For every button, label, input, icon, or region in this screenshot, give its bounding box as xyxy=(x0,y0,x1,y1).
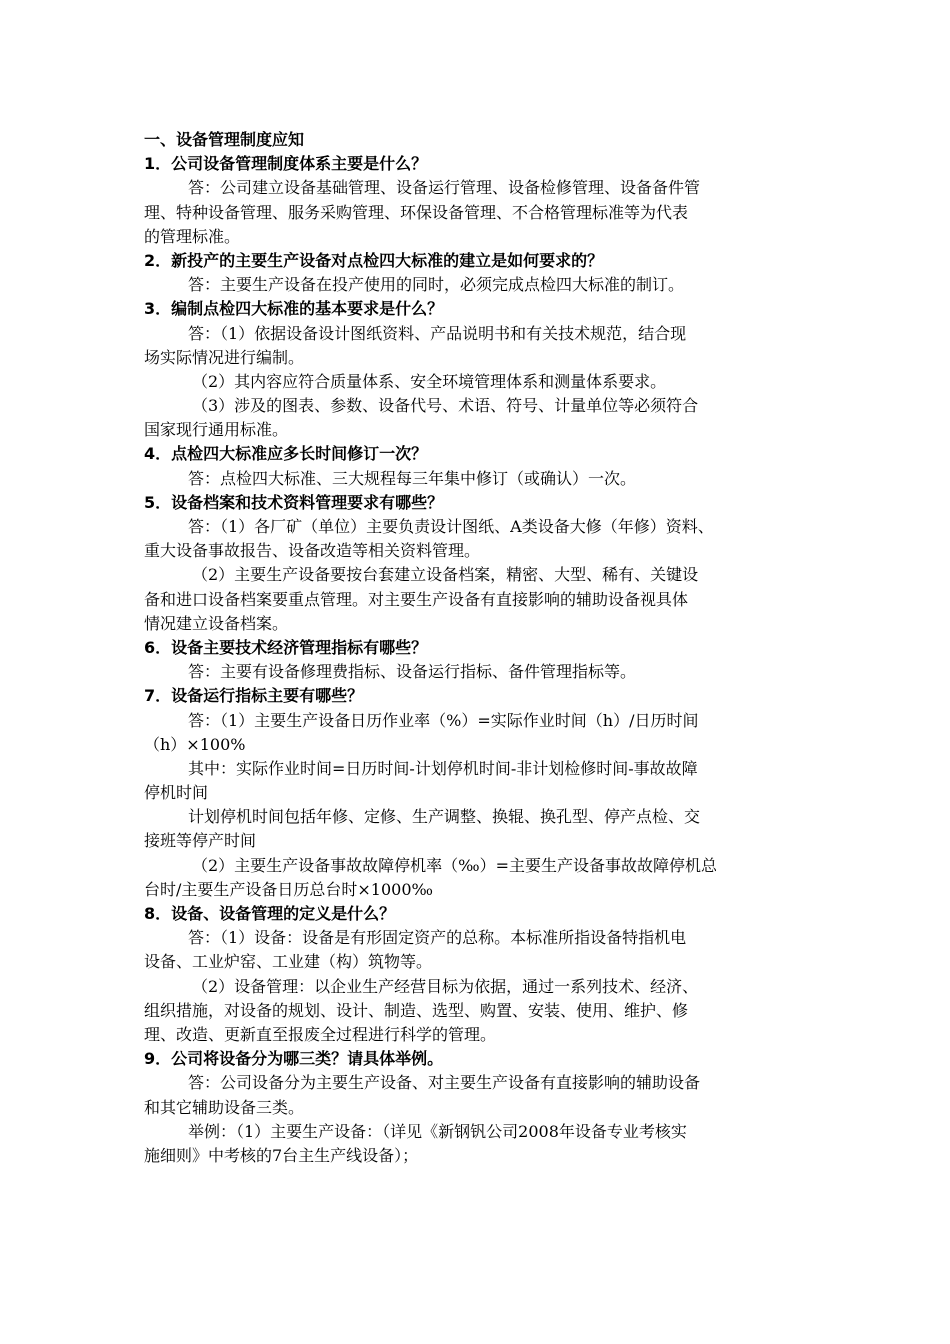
answer-line: （2）其内容应符合质量体系、安全环境管理体系和测量体系要求。 xyxy=(192,371,667,391)
answer-line: 理、改造、更新直至报废全过程进行科学的管理。 xyxy=(144,1024,497,1044)
answer-line: 情况建立设备档案。 xyxy=(144,613,289,633)
answer-line: 施细则》中考核的7台主生产线设备）； xyxy=(144,1145,419,1165)
answer-line: 答：（1）各厂矿（单位）主要负责设计图纸、A类设备大修（年修）资料、 xyxy=(188,517,714,536)
answer-line: 答：公司建立设备基础管理、设备运行管理、设备检修管理、设备备件管 xyxy=(188,178,701,198)
answer-line: 答：主要生产设备在投产使用的同时，必须完成点检四大标准的制订。 xyxy=(188,275,685,295)
answer-line: 场实际情况进行编制。 xyxy=(144,347,305,367)
answer-line: 停机时间 xyxy=(144,783,209,803)
question-heading: 1．公司设备管理制度体系主要是什么？ xyxy=(144,154,428,174)
question-heading: 6．设备主要技术经济管理指标有哪些？ xyxy=(144,637,428,657)
answer-line: 组织措施，对设备的规划、设计、制造、选型、购置、安装、使用、维护、修 xyxy=(144,1000,689,1020)
answer-line: 答：主要有设备修理费指标、设备运行指标、备件管理指标等。 xyxy=(188,662,637,682)
question-heading: 5．设备档案和技术资料管理要求有哪些？ xyxy=(144,492,444,512)
question-heading: 9．公司将设备分为哪三类？请具体举例。 xyxy=(144,1049,444,1069)
answer-line: （3）涉及的图表、参数、设备代号、术语、符号、计量单位等必须符合 xyxy=(192,396,699,416)
answer-line: 理、特种设备管理、服务采购管理、环保设备管理、不合格管理标准等为代表 xyxy=(144,202,689,222)
answer-line: 答：（1）设备：设备是有形固定资产的总称。本标准所指设备特指机电 xyxy=(188,928,687,948)
question-heading: 3．编制点检四大标准的基本要求是什么？ xyxy=(144,299,444,319)
answer-line: 的管理标准。 xyxy=(144,226,241,246)
document-body xyxy=(144,152,814,1168)
answer-line: 其中：实际作业时间=日历时间-计划停机时间-非计划检修时间-事故故障 xyxy=(188,758,698,778)
question-heading: 8．设备、设备管理的定义是什么？ xyxy=(144,904,396,923)
question-heading: 7．设备运行指标主要有哪些？ xyxy=(144,686,364,706)
answer-line: 备和进口设备档案要重点管理。对主要生产设备有直接影响的辅助设备视具体 xyxy=(144,589,689,609)
answer-line: 设备、工业炉窑、工业建（构）筑物等。 xyxy=(144,952,433,972)
document-page xyxy=(144,128,814,1168)
answer-line: （2）设备管理：以企业生产经营目标为依据，通过一系列技术、经济、 xyxy=(192,976,699,996)
answer-line: 接班等停产时间 xyxy=(144,831,257,851)
question-heading: 2．新投产的主要生产设备对点检四大标准的建立是如何要求的？ xyxy=(144,250,604,270)
answer-line: （h）×100% xyxy=(144,734,246,754)
answer-line: 国家现行通用标准。 xyxy=(144,420,289,440)
question-heading: 4．点检四大标准应多长时间修订一次？ xyxy=(144,444,428,464)
answer-line: 和其它辅助设备三类。 xyxy=(144,1097,305,1117)
answer-line: 答：（1）依据设备设计图纸资料、产品说明书和有关技术规范，结合现 xyxy=(188,323,687,343)
answer-line: 答：点检四大标准、三大规程每三年集中修订（或确认）一次。 xyxy=(188,468,637,488)
answer-line: 答：公司设备分为主要生产设备、对主要生产设备有直接影响的辅助设备 xyxy=(188,1073,701,1093)
answer-line: （2）主要生产设备事故故障停机率（‰）=主要生产设备事故故障停机总 xyxy=(192,855,718,875)
answer-line: （2）主要生产设备要按台套建立设备档案，精密、大型、稀有、关键设 xyxy=(192,565,699,585)
section-title: 一、设备管理制度应知 xyxy=(144,130,305,149)
answer-line: 答：（1）主要生产设备日历作业率（%）=实际作业时间（h）/日历时间 xyxy=(188,710,699,730)
answer-line: 举例：（1）主要生产设备：（详见《新钢钒公司2008年设备专业考核实 xyxy=(188,1121,687,1141)
answer-line: 台时/主要生产设备日历总台时×1000‰ xyxy=(144,879,433,899)
answer-line: 重大设备事故报告、设备改造等相关资料管理。 xyxy=(144,541,481,561)
answer-line: 计划停机时间包括年修、定修、生产调整、换辊、换孔型、停产点检、交 xyxy=(188,807,701,827)
